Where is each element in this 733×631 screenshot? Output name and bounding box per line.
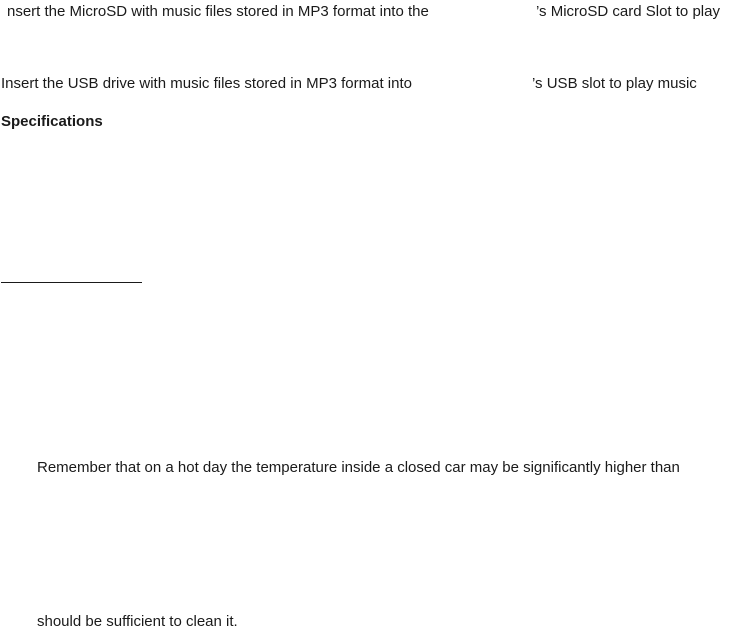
cleaning-note-text: should be sufficient to clean it. <box>37 613 238 630</box>
specifications-heading: Specifications <box>1 113 103 130</box>
usb-instruction-text: Insert the USB drive with music files stored in MP3 format into <box>1 75 412 92</box>
microsd-instruction-text-continued: ’s MicroSD card Slot to play <box>536 3 720 20</box>
hot-day-warning-text: Remember that on a hot day the temperature inside a closed car may be significantly higher than <box>37 459 680 476</box>
usb-instruction-text-continued: ’s USB slot to play music <box>532 75 697 92</box>
section-divider <box>1 282 142 283</box>
microsd-instruction-text: nsert the MicroSD with music files stored in MP3 format into the <box>7 3 429 20</box>
